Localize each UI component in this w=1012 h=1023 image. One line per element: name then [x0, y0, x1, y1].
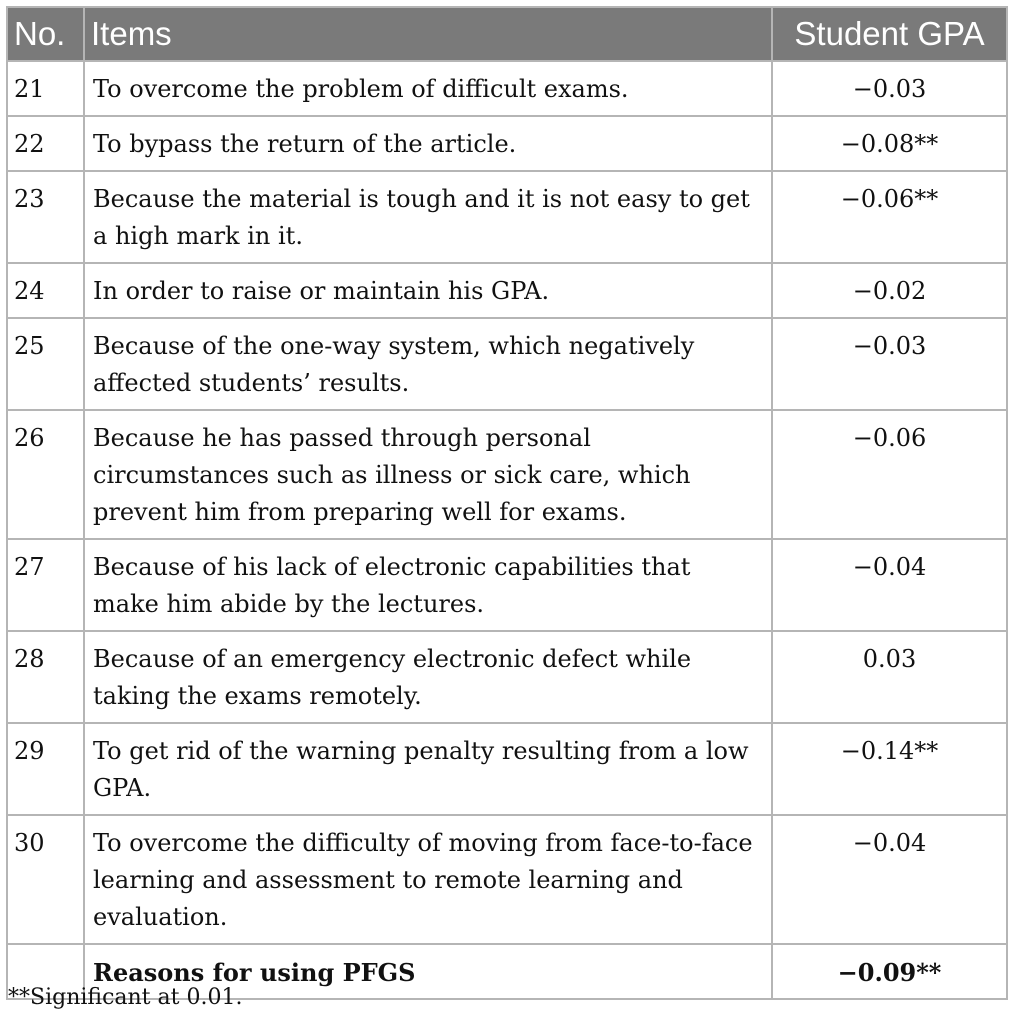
row-gpa-value: −0.03	[772, 61, 1007, 116]
significance-footnote: **Significant at 0.01.	[8, 985, 243, 1010]
header-items: Items	[84, 7, 772, 61]
row-item: To overcome the problem of difficult exams.	[84, 61, 772, 116]
table-row	[7, 815, 1007, 944]
row-item: Because the material is tough and it is not easy to get a high mark in it.	[84, 171, 772, 263]
row-number: 22	[7, 116, 84, 171]
table-row	[7, 631, 1007, 723]
row-number: 29	[7, 723, 84, 815]
total-label: Reasons for using PFGS	[84, 944, 772, 999]
row-number: 28	[7, 631, 84, 723]
correlation-table-container	[6, 6, 1006, 1000]
row-gpa-value: −0.03	[772, 318, 1007, 410]
row-gpa-value: −0.04	[772, 815, 1007, 944]
row-number: 24	[7, 263, 84, 318]
table-row	[7, 171, 1007, 263]
row-gpa-value: −0.14**	[772, 723, 1007, 815]
row-item: Because of the one-way system, which negatively affected students’ results.	[84, 318, 772, 410]
row-item: To bypass the return of the article.	[84, 116, 772, 171]
row-gpa-value: −0.08**	[772, 116, 1007, 171]
row-number: 27	[7, 539, 84, 631]
row-number: 21	[7, 61, 84, 116]
table-row	[7, 539, 1007, 631]
row-item: Because of his lack of electronic capabilities that make him abide by the lectures.	[84, 539, 772, 631]
row-number: 23	[7, 171, 84, 263]
row-item: In order to raise or maintain his GPA.	[84, 263, 772, 318]
row-item: To get rid of the warning penalty resulting from a low GPA.	[84, 723, 772, 815]
row-gpa-value: −0.02	[772, 263, 1007, 318]
header-student-gpa: Student GPA	[772, 7, 1007, 61]
table-row	[7, 61, 1007, 116]
row-gpa-value: −0.06**	[772, 171, 1007, 263]
table-row	[7, 116, 1007, 171]
header-row	[7, 7, 1007, 61]
table-row	[7, 318, 1007, 410]
table-row	[7, 723, 1007, 815]
row-gpa-value: 0.03	[772, 631, 1007, 723]
row-item: Because he has passed through personal circumstances such as illness or sick care, which prevent him from preparing well for exams.	[84, 410, 772, 539]
header-no: No.	[7, 7, 84, 61]
row-gpa-value: −0.06	[772, 410, 1007, 539]
total-gpa-value: −0.09**	[772, 944, 1007, 999]
row-gpa-value: −0.04	[772, 539, 1007, 631]
row-item: Because of an emergency electronic defect while taking the exams remotely.	[84, 631, 772, 723]
row-number: 30	[7, 815, 84, 944]
row-number: 26	[7, 410, 84, 539]
correlation-table	[6, 6, 1008, 1000]
row-number: 25	[7, 318, 84, 410]
table-row	[7, 263, 1007, 318]
table-row	[7, 410, 1007, 539]
row-item: To overcome the difficulty of moving from face-to-face learning and assessment to remote learning and evaluation.	[84, 815, 772, 944]
